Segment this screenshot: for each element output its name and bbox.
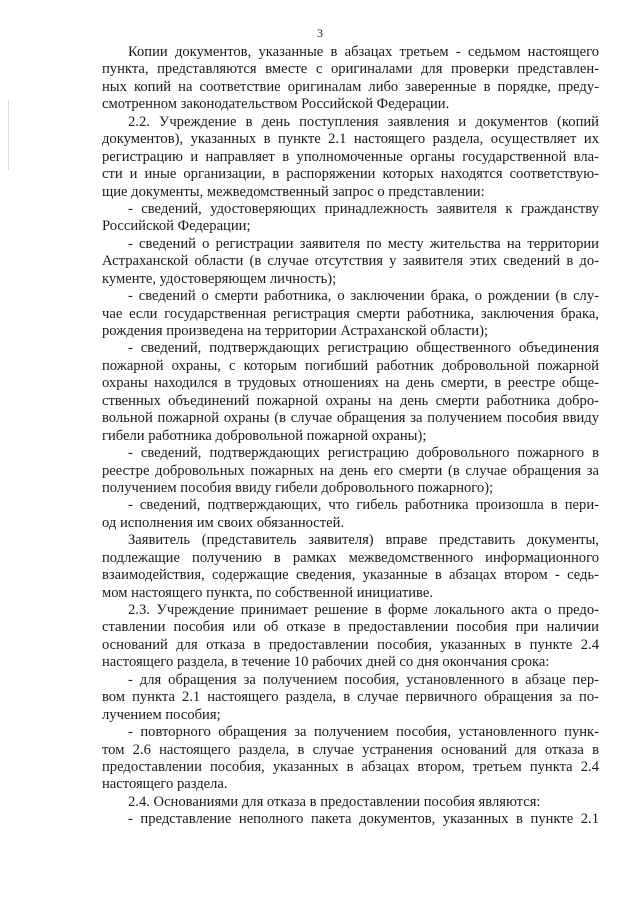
text-line: 2.4. Основаниями для отказа в предоставлении пособия являются: [128, 793, 541, 810]
text-line: лучением пособия; [102, 706, 221, 723]
text-line: настоящего раздела. [102, 776, 228, 793]
text-line: охраны находился в трудовых отношениях на день смерти, в реестре обще- [102, 375, 599, 392]
text-line: документов), указанных в пункте 2.1 настоящего раздела, осуществляет их [102, 131, 599, 148]
text-line: вольной пожарной охраны (в случае обращения за получением пособия ввиду [102, 410, 599, 427]
text-line: 2.3. Учреждение принимает решение в форме локального акта о предо- [128, 602, 599, 618]
text-line: Копии документов, указанные в абзацах третьем - седьмом настоящего [128, 44, 599, 60]
text-line: вом пункта 2.1 настоящего раздела, в случае первичного обращения за по- [102, 689, 599, 706]
document-body [102, 44, 599, 829]
text-line: - сведений, подтверждающих, что гибель работника произошла в пери- [128, 497, 599, 514]
text-line: смотренном законодательством Российской Федерации. [102, 96, 450, 113]
text-line: - сведений, подтверждающих регистрацию общественного объединения [128, 340, 599, 357]
text-line: рождения произведена на территории Астраханской области); [102, 323, 488, 339]
text-line: подлежащие получению в рамках межведомственного информационного [102, 549, 599, 566]
text-line: Заявитель (представитель заявителя) вправе представить документы, [128, 532, 599, 549]
text-line: пункта, представляются вместе с оригиналами для проверки представлен- [102, 61, 599, 78]
text-line: гибели работника добровольной пожарной охраны); [102, 427, 427, 444]
text-line: ставлении пособия или об отказе в предоставлении пособия при наличии [102, 619, 599, 636]
text-line: щие документы, межведомственный запрос о представлении: [102, 183, 485, 200]
text-line: сти и иные организации, в распоряжении которых находятся соответствую- [102, 166, 599, 183]
text-line: мом настоящего пункта, по собственной инициативе. [102, 584, 433, 601]
text-line: - повторного обращения за получением пособия, установленного пунк- [128, 724, 599, 741]
text-line: кументе, удостоверяющем личность); [102, 270, 337, 287]
text-line: реестре добровольных пожарных на день его смерти (в случае обращения за [102, 462, 599, 479]
page-number: 3 [317, 26, 323, 40]
text-line: Российской Федерации; [102, 218, 251, 235]
text-line: - сведений, подтверждающих регистрацию добровольного пожарного в [128, 445, 599, 462]
text-line: получением пособия ввиду гибели добровольного пожарного); [102, 479, 494, 496]
text-line: Астраханской области (в случае отсутствия у заявителя этих сведений в до- [102, 253, 599, 270]
text-line: - представление неполного пакета документов, указанных в пункте 2.1 [128, 811, 599, 828]
text-line: оснований для отказа в предоставлении пособия, указанных в пункте 2.4 [102, 636, 599, 653]
text-line: ных копий на соответствие оригиналам либо заверенные в порядке, преду- [102, 78, 599, 95]
text-line: пожарной охраны, с которым погибший работник добровольной пожарной [102, 357, 599, 374]
text-line: взаимодействия, содержащие сведения, указанные в абзацах втором - седь- [102, 567, 599, 584]
text-line: од исполнения им своих обязанностей. [102, 514, 345, 531]
text-line: предоставлении пособия, указанных в абзацах втором, третьем пункта 2.4 [102, 758, 599, 775]
text-line: - для обращения за получением пособия, установленного в абзаце пер- [128, 671, 599, 688]
text-line: регистрацию и направляет в уполномоченные органы государственной вла- [102, 148, 599, 165]
text-line: том 2.6 настоящего раздела, в случае устранения оснований для отказа в [102, 741, 599, 758]
text-line: - сведений о смерти работника, о заключении брака, о рождении (в слу- [128, 288, 599, 305]
scan-edge-mark [8, 100, 9, 170]
text-line: - сведений о регистрации заявителя по месту жительства на территории [128, 235, 599, 252]
text-line: настоящего раздела, в течение 10 рабочих дней со дня окончания срока: [102, 654, 550, 671]
text-line: ственных объединений пожарной охраны на день смерти работника добро- [102, 392, 599, 409]
text-line: 2.2. Учреждение в день поступления заявления и документов (копий [128, 113, 599, 130]
text-line: чае если государственная регистрация смерти работника, заключения брака, [102, 305, 599, 322]
text-line: - сведений, удостоверяющих принадлежность заявителя к гражданству [128, 200, 599, 217]
